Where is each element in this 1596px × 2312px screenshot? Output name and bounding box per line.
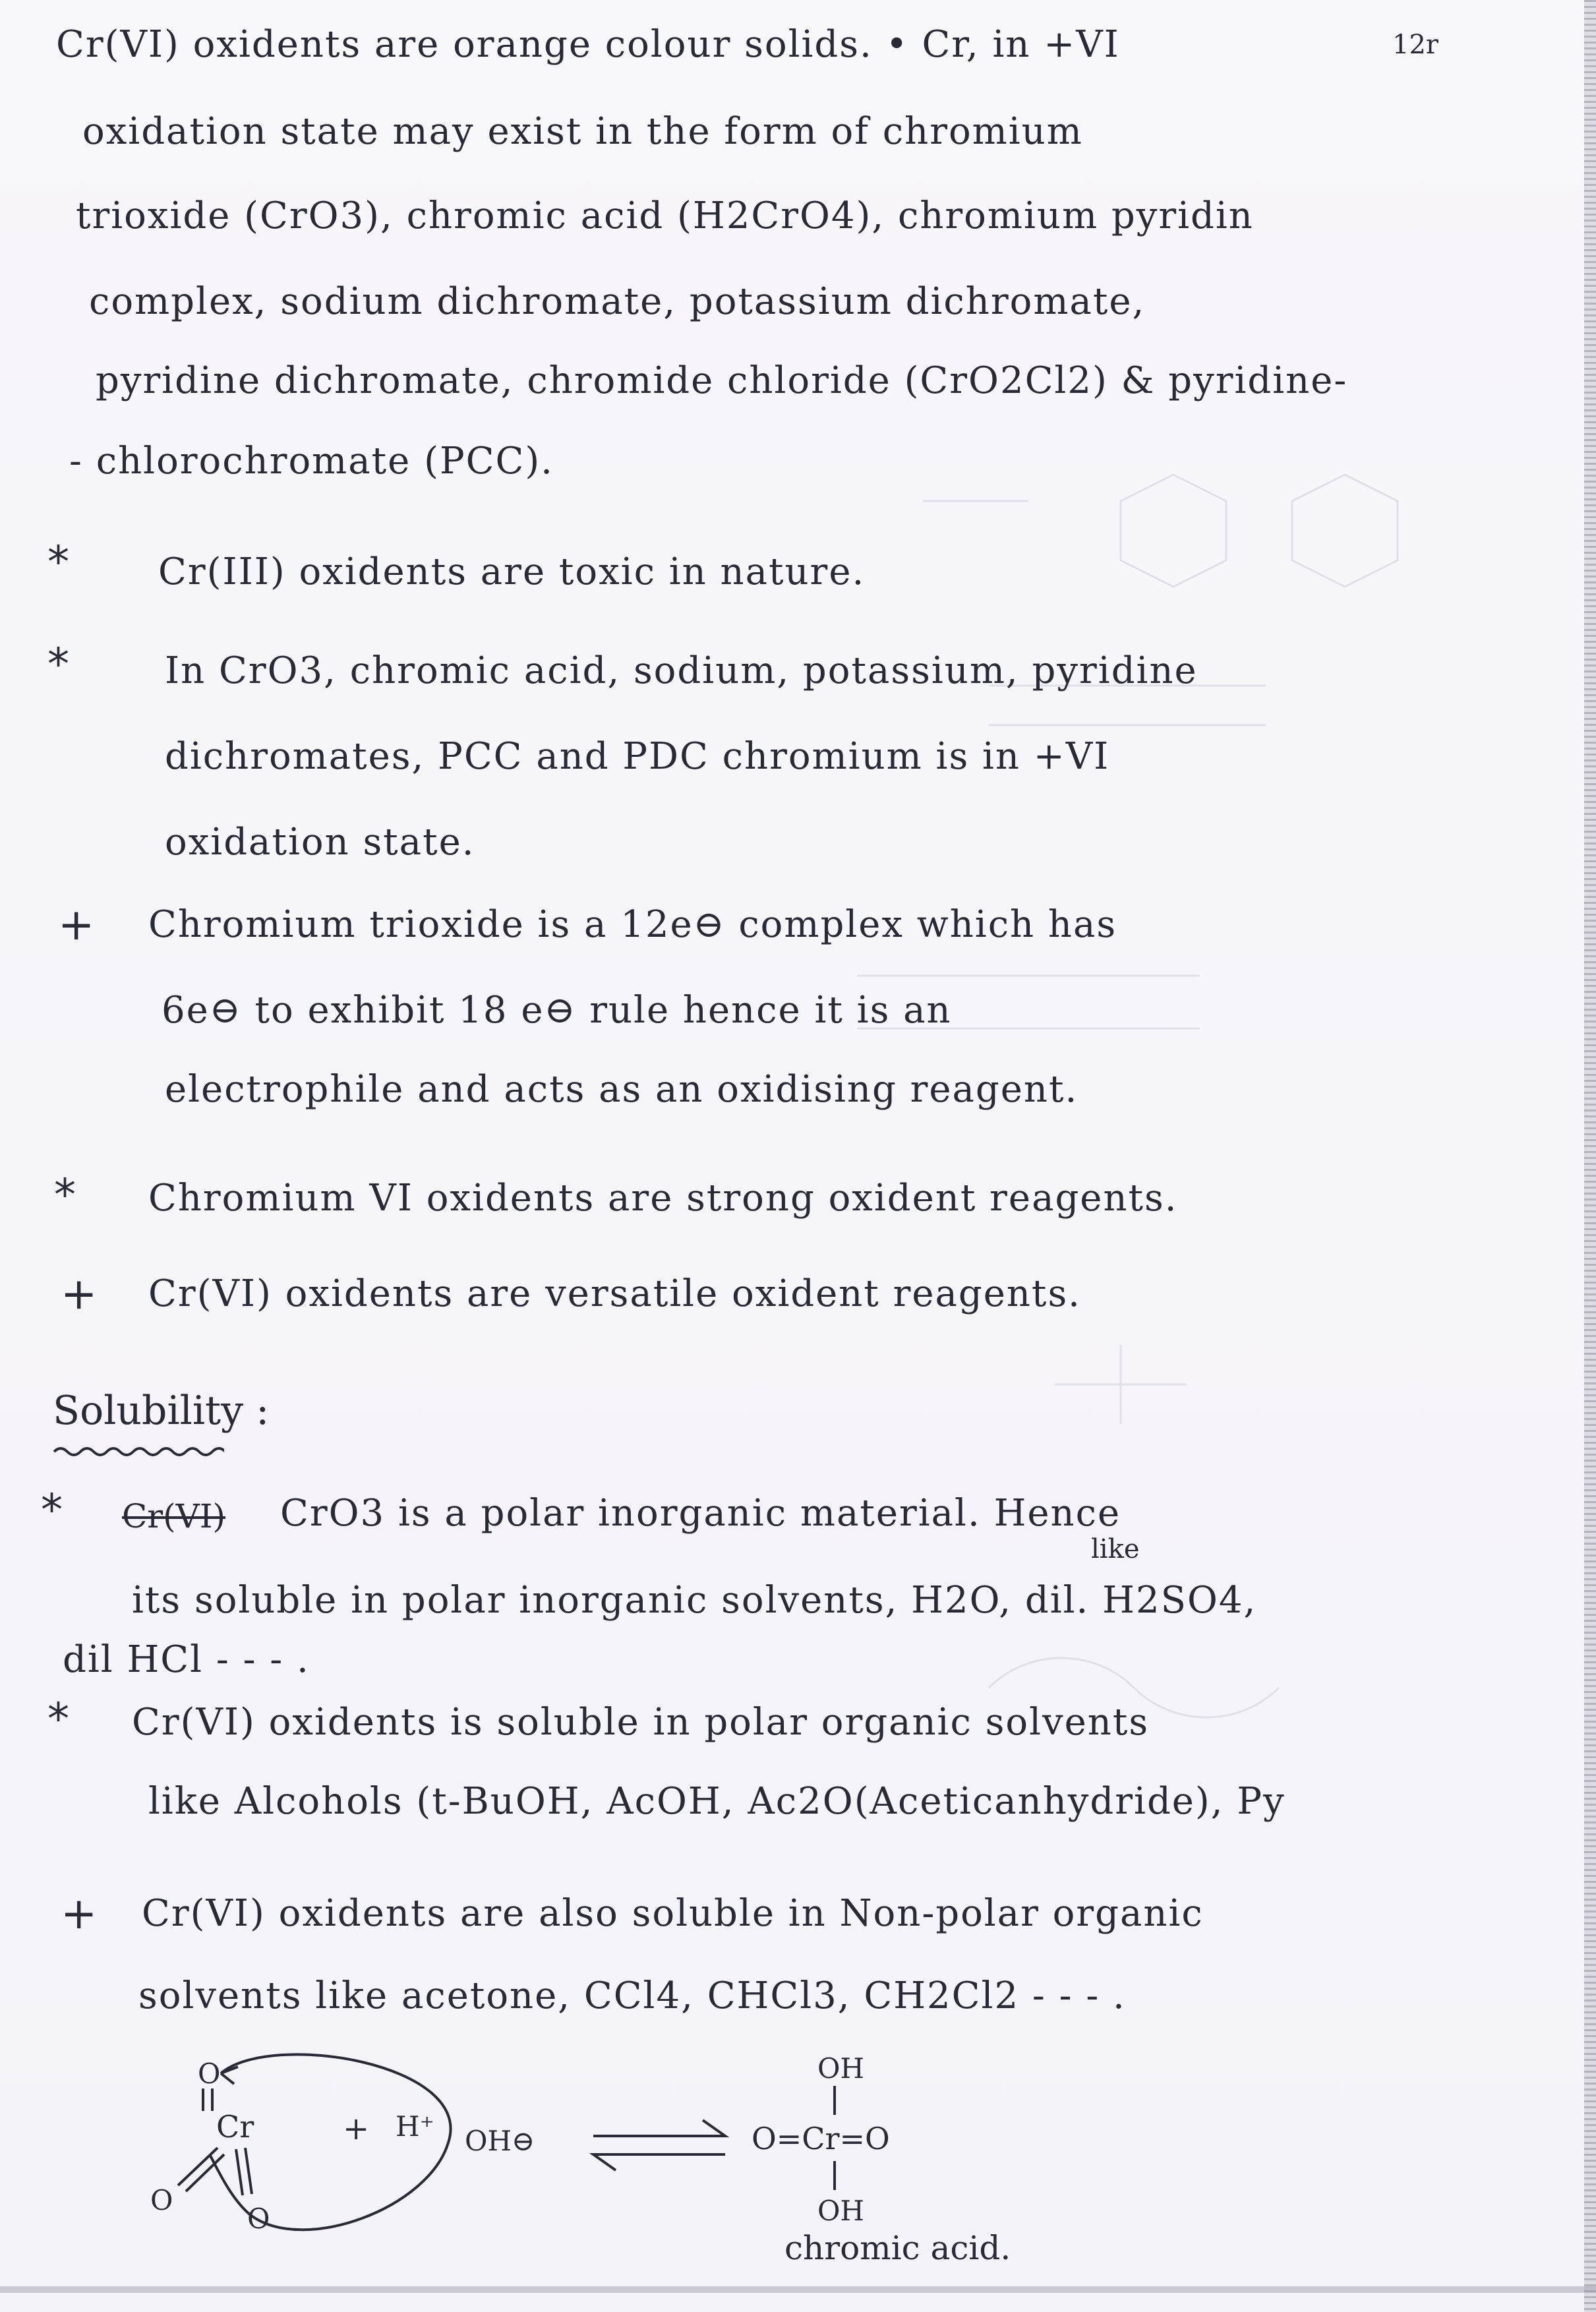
- reaction-plus: +: [343, 2110, 370, 2147]
- proton: H⁺: [396, 2110, 434, 2143]
- para1-line-4: complex, sodium dichromate, potassium dichromate,: [89, 280, 1146, 323]
- equilibrium-arrow-reverse: [593, 2154, 725, 2170]
- bullet4-line-3: electrophile and acts as an oxidising reagent.: [165, 1068, 1079, 1111]
- equilibrium-arrow-forward: [593, 2120, 725, 2136]
- arrow-head: [221, 2067, 238, 2084]
- para1-line-5: pyridine dichromate, chromide chloride (CrO2Cl2) & pyridine-: [96, 359, 1348, 402]
- asterisk-bullet: *: [47, 537, 69, 587]
- reactant-o-left: O: [150, 2184, 173, 2216]
- reactant-o-bottom: O: [247, 2203, 270, 2235]
- solubility1-line-1: CrO3 is a polar inorganic material. Hence: [280, 1492, 1121, 1535]
- asterisk-bullet: *: [54, 1170, 76, 1220]
- solubility2-line-1: Cr(VI) oxidents is soluble in polar organic solvents: [132, 1701, 1150, 1744]
- heading-underline: [53, 1445, 224, 1457]
- reactant-o-top: O: [198, 2058, 221, 2090]
- asterisk-bullet: *: [47, 1694, 69, 1744]
- inserted-like: like: [1091, 1534, 1140, 1564]
- bullet3-line-3: oxidation state.: [165, 821, 475, 864]
- bullet4-line-2: 6e⊖ to exhibit 18 e⊖ rule hence it is an: [162, 989, 952, 1032]
- bullet3-line-1: In CrO3, chromic acid, sodium, potassium, pyridine: [165, 649, 1198, 692]
- para1-line-2: oxidation state may exist in the form of chromium: [82, 110, 1083, 153]
- double-bond: [245, 2148, 252, 2194]
- plus-bullet: +: [61, 1888, 98, 1939]
- bullet2-line-1: Cr(III) oxidents are toxic in nature.: [158, 550, 866, 593]
- para1-line-6: - chlorochromate (PCC).: [69, 440, 554, 483]
- bullet5-line-1: Chromium VI oxidents are strong oxident reagents.: [148, 1177, 1178, 1220]
- hydroxide: OH⊖: [465, 2125, 535, 2157]
- plus-bullet: +: [58, 899, 95, 950]
- para1-line-3: trioxide (CrO3), chromic acid (H2CrO4), chromium pyridin: [76, 194, 1254, 237]
- bullet6-line-1: Cr(VI) oxidents are versatile oxident reagents.: [148, 1272, 1081, 1315]
- margin-note: 12r: [1392, 30, 1439, 60]
- para1-line-1: Cr(VI) oxidents are orange colour solids. • Cr, in +VI: [56, 23, 1120, 66]
- solubility1-line-3: dil HCl - - - .: [63, 1638, 310, 1681]
- solubility1-line-2: its soluble in polar inorganic solvents, H2O, dil. H2SO4,: [132, 1579, 1257, 1622]
- double-bond: [236, 2149, 243, 2195]
- asterisk-bullet: *: [41, 1485, 63, 1535]
- plus-bullet: +: [61, 1268, 98, 1319]
- page-right-edge: [1584, 0, 1596, 2312]
- product-oh-bottom: OH: [817, 2195, 865, 2227]
- reactant-cr: Cr: [216, 2109, 254, 2145]
- product-oh-top: OH: [817, 2052, 865, 2085]
- solubility3-line-2: solvents like acetone, CCl4, CHCl3, CH2Cl2 - - - .: [138, 1974, 1126, 2017]
- solubility-heading: Solubility :: [53, 1388, 270, 1434]
- product-core: O=Cr=O: [752, 2121, 890, 2156]
- struck-word: Cr(VI): [122, 1497, 226, 1535]
- asterisk-bullet: *: [47, 639, 69, 690]
- bullet4-line-1: Chromium trioxide is a 12e⊖ complex which has: [148, 903, 1117, 946]
- solubility2-line-2: like Alcohols (t-BuOH, AcOH, Ac2O(Aceticanhydride), Py: [148, 1780, 1286, 1823]
- figure-caption: chromic acid.: [784, 2229, 1011, 2267]
- bullet3-line-2: dichromates, PCC and PDC chromium is in +VI: [165, 735, 1110, 778]
- solubility3-line-1: Cr(VI) oxidents are also soluble in Non-polar organic: [142, 1892, 1204, 1935]
